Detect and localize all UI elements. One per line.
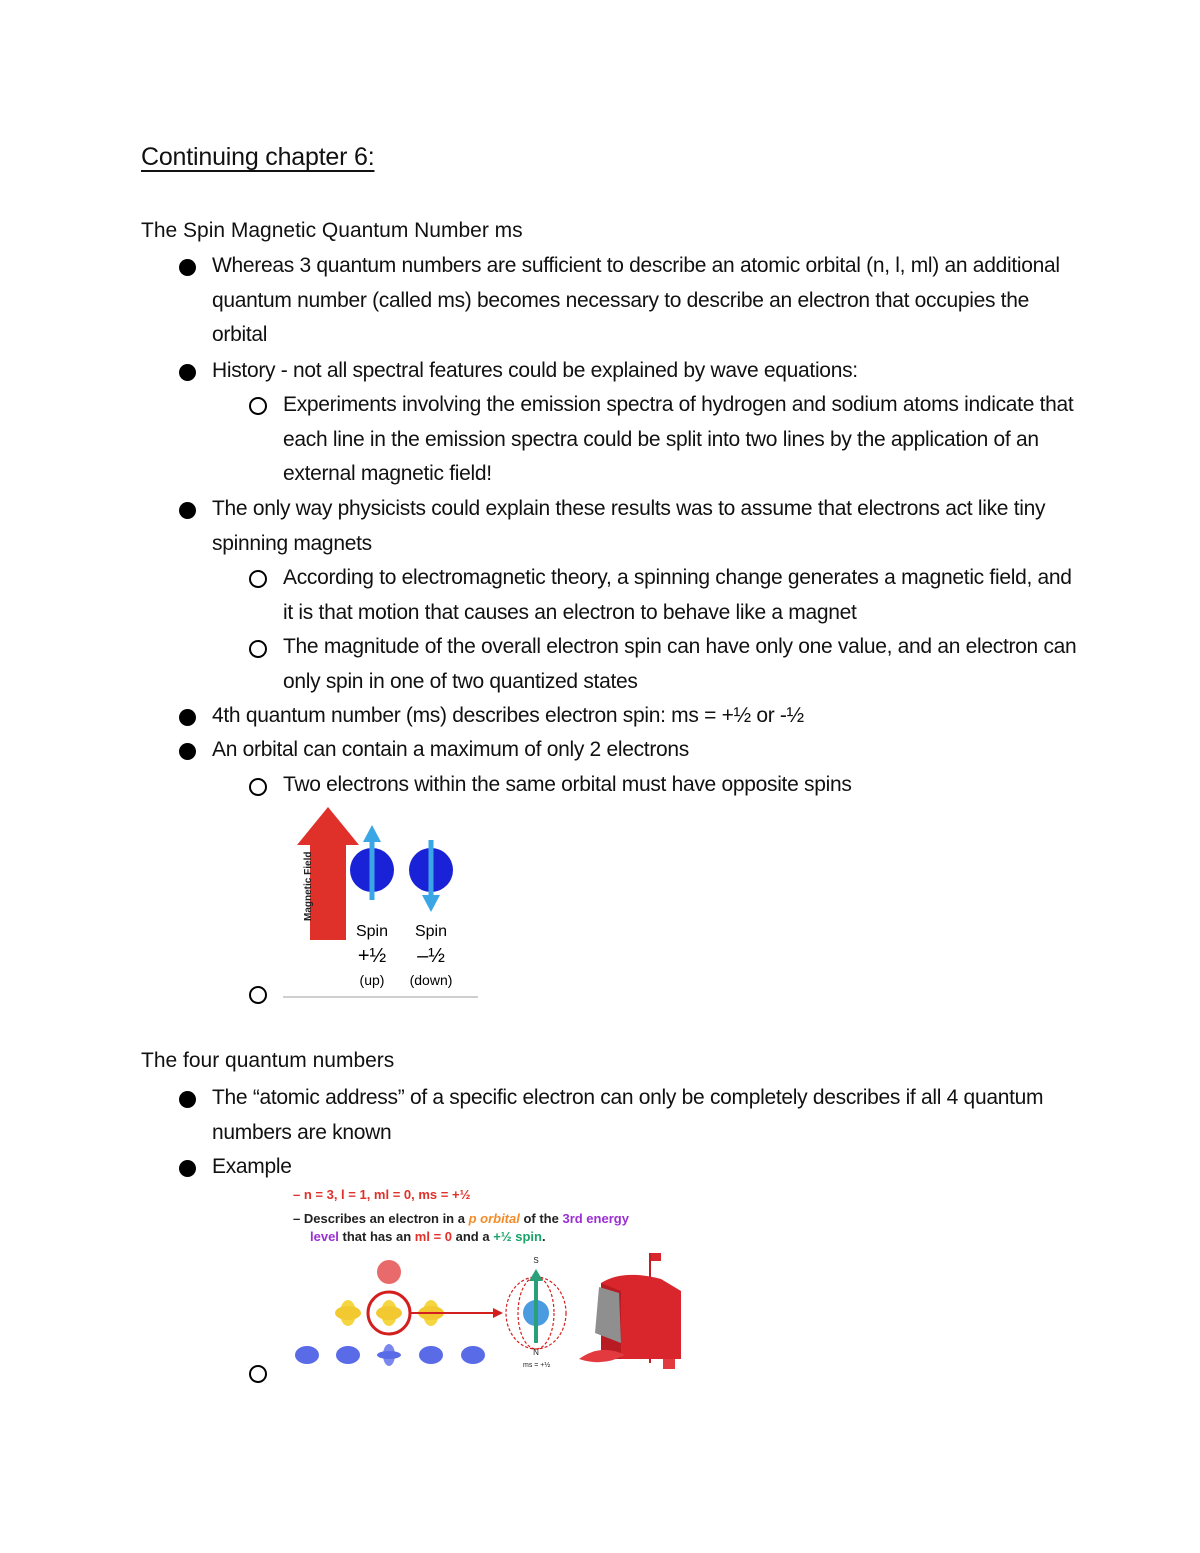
spin-up-note: (up) [359,972,385,988]
sub-bullet-text: Experiments involving the emission spectra of hydrogen and sodium atoms indicate that each line in the emission spectra could be split into two lines by the application of an external magnetic field! [283,393,1074,486]
desc-part: and a [452,1229,494,1244]
spin-down-word: Spin [414,923,448,940]
bullet-text: 4th quantum number (ms) describes electron spin: ms = +½ or -½ [212,704,804,727]
desc-level: level [310,1229,339,1244]
desc-ml: ml = 0 [414,1229,452,1244]
bullet-text: History - not all spectral features could be explained by wave equations: [212,359,858,382]
sub-bullet-circle [249,986,267,1004]
s-orbital [377,1260,401,1284]
example-description-line2 [310,1229,546,1244]
example-quantum-numbers: – n = 3, l = 1, ml = 0, ms = +½ [293,1187,471,1202]
bullet-text: An orbital can contain a maximum of only 2 electrons [212,738,689,761]
spin-down-value: –½ [417,945,445,967]
section-heading-four-numbers: The four quantum numbers [141,1049,395,1072]
desc-spin: +½ spin [493,1229,542,1244]
electron-magnet [506,1269,566,1349]
quantum-numbers-example-figure [283,1183,687,1381]
ms-note: ms = +½ [523,1362,551,1369]
electron-spin-figure [283,805,478,1000]
magnetic-field-label: Magnetic Field [303,851,314,921]
bullet-dot [179,743,196,760]
bullet-dot [179,1160,196,1177]
bullet-dot [179,709,196,726]
desc-part: . [541,1229,546,1244]
bullet-dot [179,364,196,381]
sub-bullet-circle [249,397,267,415]
section-heading-spin: The Spin Magnetic Quantum Number ms [141,219,523,242]
page-title: Continuing chapter 6: [141,143,375,171]
spin-down-note: (down) [409,972,453,988]
desc-part: – Describes an electron in a [293,1211,469,1226]
example-description-line1 [293,1211,630,1226]
sub-bullet-circle [249,778,267,796]
spin-up-arrowhead [363,825,381,842]
sub-bullet-text: According to electromagnetic theory, a spinning change generates a magnetic field, and it is that motion that causes an electron to behave like a magnet [283,566,1072,624]
sub-bullet-circle [249,1365,267,1383]
pole-north: N [533,1348,539,1357]
spin-up-word: Spin [355,923,389,940]
bullet-text: Example [212,1155,292,1178]
sub-bullet-text: Two electrons within the same orbital must have opposite spins [283,773,852,796]
pointer-arrowhead [493,1308,503,1318]
desc-energy: 3rd energy [562,1211,629,1226]
desc-part: of the [519,1211,563,1226]
bullet-dot [179,259,196,276]
d-orbitals-row [295,1344,485,1366]
sub-bullet-text: The magnitude of the overall electron spin can have only one value, and an electron can only spin in one of two quantized states [283,635,1077,693]
desc-p-orbital: p orbital [468,1211,520,1226]
bullet-text: Whereas 3 quantum numbers are sufficient to describe an atomic orbital (n, l, ml) an additional quantum number (called ms) becomes necessary to describe an electron that occupies the orbital [212,254,1060,347]
sub-bullet-circle [249,570,267,588]
bullet-text: The “atomic address” of a specific electron can only be completely describes if all 4 quantum numbers are known [212,1086,1044,1144]
spin-down-arrowhead [422,895,440,912]
spin-up-value: +½ [357,945,387,967]
desc-part: that has an [338,1229,415,1244]
bullet-text: The only way physicists could explain these results was to assume that electrons act like tiny spinning magnets [212,497,1046,555]
bullet-dot [179,1091,196,1108]
mailbox-illustration [579,1253,681,1369]
bullet-dot [179,502,196,519]
pole-south: S [533,1256,539,1265]
sub-bullet-circle [249,640,267,658]
